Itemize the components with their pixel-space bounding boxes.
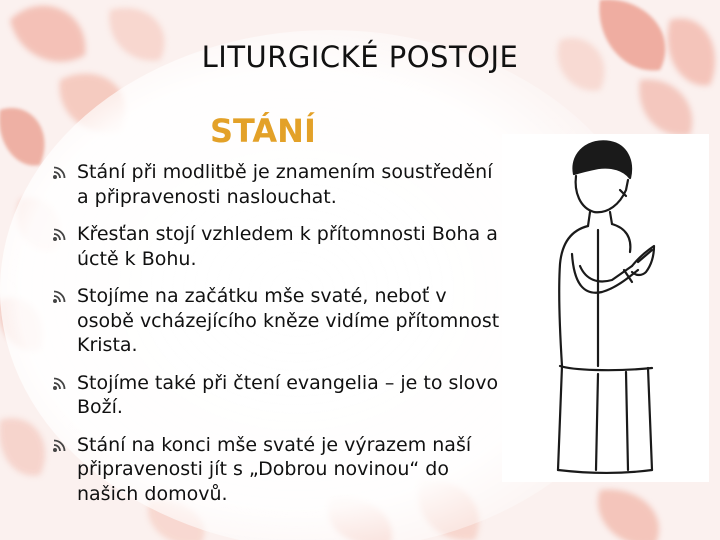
bullet-item bbox=[52, 160, 502, 209]
bullet-text: Stojíme také při čtení evangelia – je to slovo Boží. bbox=[77, 371, 499, 418]
standing-praying-person-illustration bbox=[502, 134, 709, 482]
slide-title: LITURGICKÉ POSTOJE bbox=[201, 40, 519, 74]
wifi-signal-icon bbox=[52, 228, 72, 242]
bullet-text: Stání na konci mše svaté je výrazem naší připravenosti jít s „Dobrou novinou“ do našich domovů. bbox=[77, 433, 472, 505]
slide-subtitle: STÁNÍ bbox=[210, 112, 316, 150]
bullet-item bbox=[52, 371, 502, 420]
bullet-list bbox=[52, 160, 502, 519]
wifi-signal-icon bbox=[52, 166, 72, 180]
wifi-signal-icon bbox=[52, 439, 72, 453]
bullet-text: Stání při modlitbě je znamením soustředění a připravenosti naslouchat. bbox=[77, 161, 493, 208]
wifi-signal-icon bbox=[52, 290, 72, 304]
bullet-text: Křesťan stojí vzhledem k přítomnosti Boha a úctě k Bohu. bbox=[77, 223, 498, 270]
bullet-item bbox=[52, 222, 502, 271]
wifi-signal-icon bbox=[52, 377, 72, 391]
bullet-item bbox=[52, 433, 502, 507]
bullet-text: Stojíme na začátku mše svaté, neboť v osobě vcházejícího kněze vidíme přítomnost Krista. bbox=[77, 285, 500, 356]
bullet-item bbox=[52, 284, 502, 358]
